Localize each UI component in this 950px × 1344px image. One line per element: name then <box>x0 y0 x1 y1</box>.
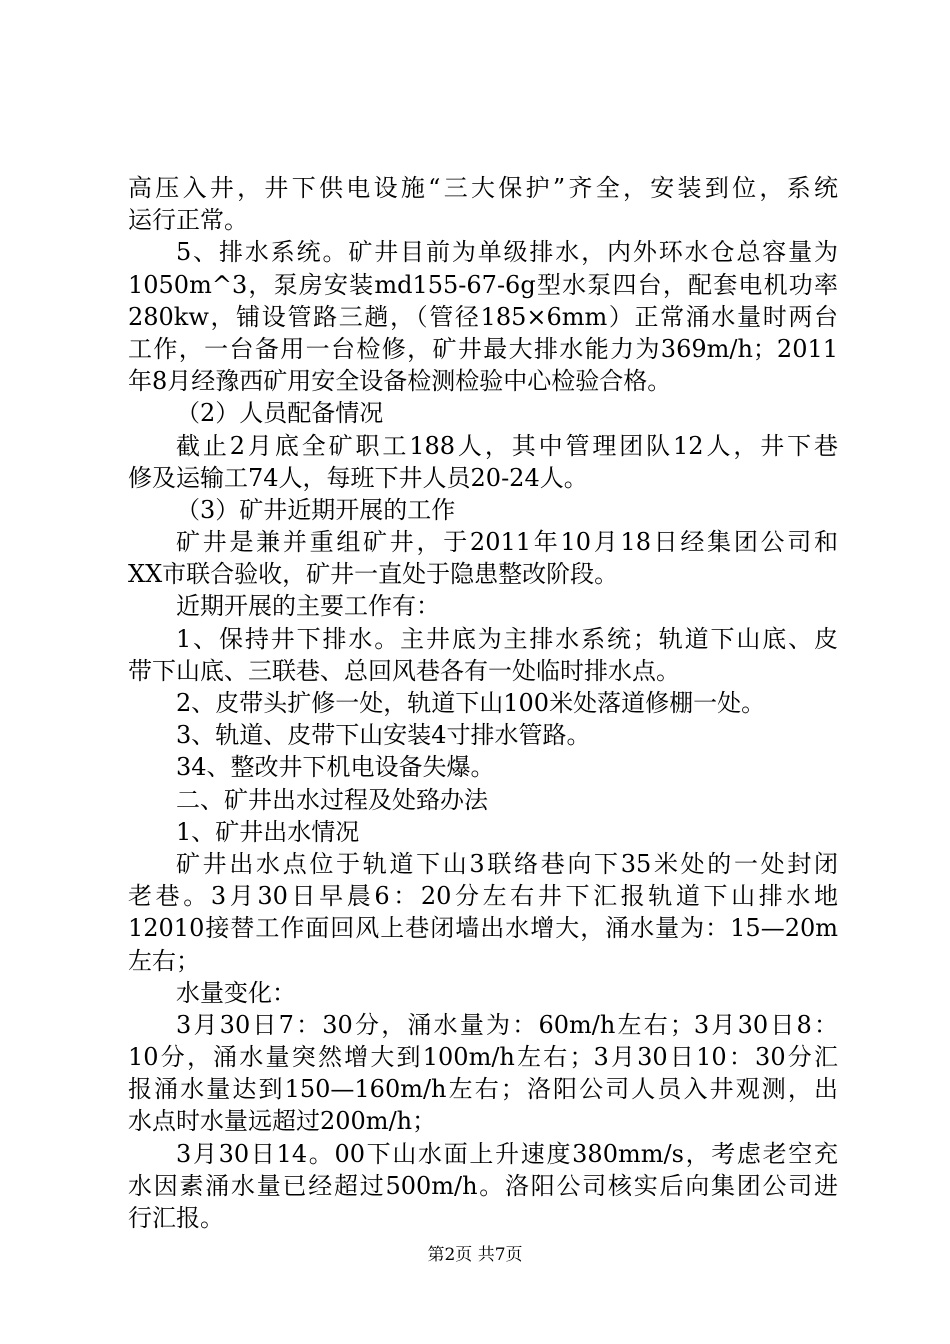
text-line: 1、保持井下排水。主井底为主排水系统；轨道下山底、皮 <box>176 624 838 653</box>
document-body <box>128 172 838 1234</box>
text-line: 截止2月底全矿职工188人，其中管理团队12人，井下巷 <box>176 431 838 460</box>
text-line: 工作，一台备用一台检修，矿井最大排水能力为369m/h；2011 <box>128 334 838 363</box>
text-line: 34、整改井下机电设备失爆。 <box>176 753 495 782</box>
text-line: （2）人员配备情况 <box>176 399 384 428</box>
text-line: 水量变化： <box>176 978 296 1007</box>
text-line: 老巷。3月30日早晨6：20分左右井下汇报轨道下山排水地 <box>128 882 838 911</box>
text-line: 二、矿井出水过程及处臵办法 <box>176 785 488 814</box>
text-line: 3月30日7：30分，涌水量为：60m/h左右；3月30日8： <box>176 1010 838 1039</box>
text-line: 带下山底、三联巷、总回风巷各有一处临时排水点。 <box>128 656 680 685</box>
text-line: 近期开展的主要工作有： <box>176 592 440 621</box>
text-line: 年8月经豫西矿用安全设备检测检验中心检验合格。 <box>128 367 672 396</box>
text-line: 矿井出水点位于轨道下山3联络巷向下35米处的一处封闭 <box>176 849 838 878</box>
text-line: 左右； <box>128 946 200 975</box>
page-footer <box>0 1244 950 1266</box>
text-line: 280kw，铺设管路三趟，（管径185×6mm）正常涌水量时两台 <box>128 302 838 331</box>
text-line: 3、轨道、皮带下山安装4寸排水管路。 <box>176 721 591 750</box>
text-line: XX市联合验收，矿井一直处于隐患整改阶段。 <box>128 560 619 589</box>
text-line: 水因素涌水量已经超过500m/h。洛阳公司核实后向集团公司进 <box>128 1171 838 1200</box>
text-line: 1050m^3，泵房安装md155-67-6g型水泵四台，配套电机功率 <box>128 270 838 299</box>
text-line: 10分，涌水量突然增大到100m/h左右；3月30日10：30分汇 <box>128 1043 838 1072</box>
text-line: （3）矿井近期开展的工作 <box>176 495 456 524</box>
page-number-label: 第2页 共7页 <box>427 1245 523 1265</box>
text-line: 3月30日14。00下山水面上升速度380mm/s，考虑老空充 <box>176 1139 838 1168</box>
text-line: 修及运输工74人，每班下井人员20-24人。 <box>128 463 588 492</box>
text-line: 2、皮带头扩修一处，轨道下山100米处落道修棚一处。 <box>176 689 766 717</box>
text-line: 矿井是兼并重组矿井，于2011年10月18日经集团公司和 <box>176 528 838 557</box>
text-line: 12010接替工作面回风上巷闭墙出水增大，涌水量为：15—20m <box>128 914 838 943</box>
text-line: 水点时水量远超过200m/h； <box>128 1107 437 1136</box>
text-line: 高压入井，井下供电设施“三大保护”齐全，安装到位，系统 <box>128 174 838 202</box>
text-line: 1、矿井出水情况 <box>176 817 360 846</box>
text-line: 运行正常。 <box>128 206 248 235</box>
text-line: 5、排水系统。矿井目前为单级排水，内外环水仓总容量为 <box>176 238 838 267</box>
text-line: 报涌水量达到150—160m/h左右；洛阳公司人员入井观测，出 <box>128 1075 838 1104</box>
text-line: 行汇报。 <box>128 1204 224 1232</box>
